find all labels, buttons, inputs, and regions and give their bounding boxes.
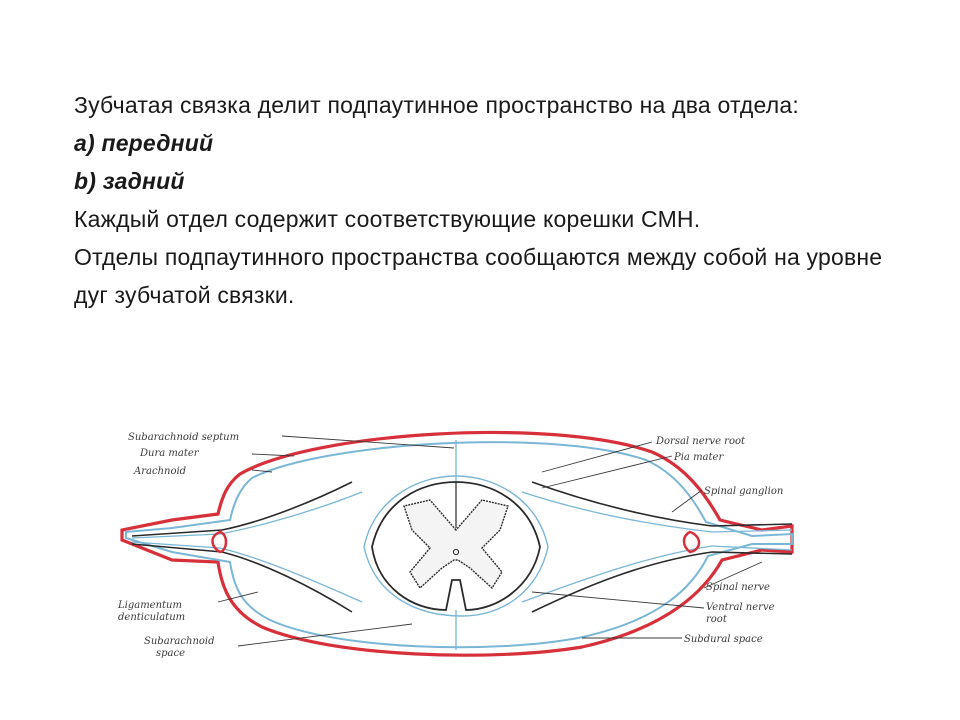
label-ligamentum-2: denticulatum xyxy=(118,612,186,623)
leader-pia-mater xyxy=(542,456,672,488)
left-small-ganglion xyxy=(213,532,227,552)
label-ventral-nerve-root-1: Ventral nerve xyxy=(706,602,775,613)
left-nerve-roots xyxy=(132,482,352,612)
list-item-posterior: b) задний xyxy=(74,168,185,194)
intro-paragraph: Зубчатая связка делит подпаутинное пространство на два отдела: xyxy=(74,92,799,118)
label-ligamentum-1: Ligamentum xyxy=(118,600,182,611)
spinal-cord-diagram xyxy=(112,412,828,680)
leader-subarachnoid-septum xyxy=(282,436,454,448)
label-pia-mater: Pia mater xyxy=(674,452,724,463)
roots-paragraph: Каждый отдел содержит соответствующие корешки СМН. xyxy=(74,206,701,232)
label-dorsal-nerve-root: Dorsal nerve root xyxy=(656,436,746,447)
label-dura-mater: Dura mater xyxy=(140,448,199,459)
label-ventral-nerve-root-2: root xyxy=(706,614,727,625)
label-subarachnoid-space-2: space xyxy=(156,648,186,659)
communication-paragraph: Отделы подпаутинного пространства сообщаются между собой на уровне дуг зубчатой связки. xyxy=(74,244,883,308)
label-subdural-space: Subdural space xyxy=(684,634,763,645)
spinal-cord-cross-section-figure xyxy=(112,412,828,680)
label-spinal-ganglion: Spinal ganglion xyxy=(704,486,784,497)
label-arachnoid: Arachnoid xyxy=(134,466,187,477)
list-item-anterior: а) передний xyxy=(74,130,214,156)
leader-ligamentum xyxy=(218,592,258,602)
label-subarachnoid-septum: Subarachnoid septum xyxy=(128,432,240,443)
label-subarachnoid-space-1: Subarachnoid xyxy=(144,636,215,647)
label-spinal-nerve: Spinal nerve xyxy=(706,582,770,593)
slide-text xyxy=(74,86,894,314)
